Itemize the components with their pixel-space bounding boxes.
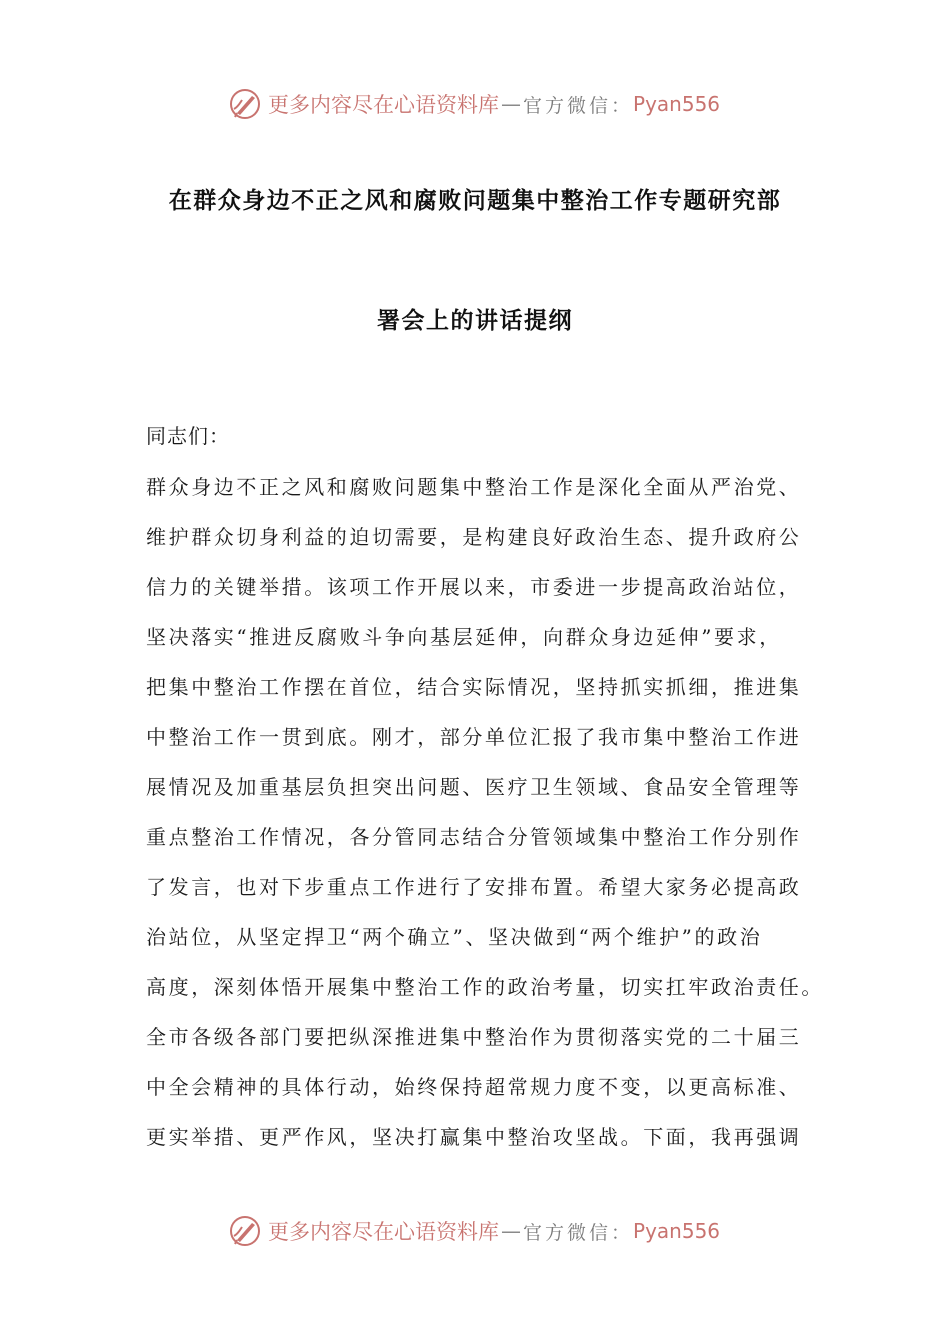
watermark-main-text: 更多内容尽在心语资料库 <box>268 93 499 117</box>
body-line: 把集中整治工作摆在首位，结合实际情况，坚持抓实抓细，推进集 <box>146 675 802 699</box>
footer-watermark <box>228 1211 720 1251</box>
watermark-wechat-id: Pyan556 <box>633 92 721 116</box>
body-line: 全市各级各部门要把纵深推进集中整治作为贯彻落实党的二十届三 <box>146 1025 802 1049</box>
document-title-line-1: 在群众身边不正之风和腐败问题集中整治工作专题研究部 <box>168 188 782 214</box>
body-line: 重点整治工作情况，各分管同志结合分管领域集中整治工作分别作 <box>146 825 802 849</box>
body-line: 更实举措、更严作风，坚决打赢集中整治攻坚战。下面，我再强调 <box>146 1125 802 1149</box>
watermark-label: 官方微信： <box>523 1221 634 1244</box>
body-line: 中整治工作一贯到底。刚才，部分单位汇报了我市集中整治工作进 <box>146 725 802 749</box>
salutation: 同志们： <box>146 424 230 448</box>
body-line: 信力的关键举措。该项工作开展以来，市委进一步提高政治站位， <box>146 575 802 599</box>
body-line: 了发言，也对下步重点工作进行了安排布置。希望大家务必提高政 <box>146 875 802 899</box>
body-paragraph <box>146 462 826 1162</box>
body-line: 高度，深刻体悟开展集中整治工作的政治考量，切实扛牢政治责任。 <box>146 975 824 999</box>
header-watermark <box>228 84 720 124</box>
body-line: 治站位，从坚定捍卫“两个确立”、坚决做到“两个维护”的政治 <box>146 925 763 949</box>
body-line: 群众身边不正之风和腐败问题集中整治工作是深化全面从严治党、 <box>146 475 802 499</box>
document-title-line-2: 署会上的讲话提纲 <box>377 308 573 334</box>
body-line: 展情况及加重基层负担突出问题、医疗卫生领域、食品安全管理等 <box>146 775 802 799</box>
watermark-label: 官方微信： <box>523 94 634 117</box>
watermark-wechat-id: Pyan556 <box>633 1219 721 1243</box>
quill-pen-logo-icon <box>228 1214 262 1248</box>
watermark-dash: — <box>501 92 521 116</box>
body-line: 中全会精神的具体行动，始终保持超常规力度不变，以更高标准、 <box>146 1075 802 1099</box>
quill-pen-logo-icon <box>228 87 262 121</box>
watermark-dash: — <box>501 1219 521 1243</box>
body-line: 维护群众切身利益的迫切需要，是构建良好政治生态、提升政府公 <box>146 525 802 549</box>
body-line: 坚决落实“推进反腐败斗争向基层延伸，向群众身边延伸”要求， <box>146 625 782 649</box>
watermark-main-text: 更多内容尽在心语资料库 <box>268 1220 499 1244</box>
